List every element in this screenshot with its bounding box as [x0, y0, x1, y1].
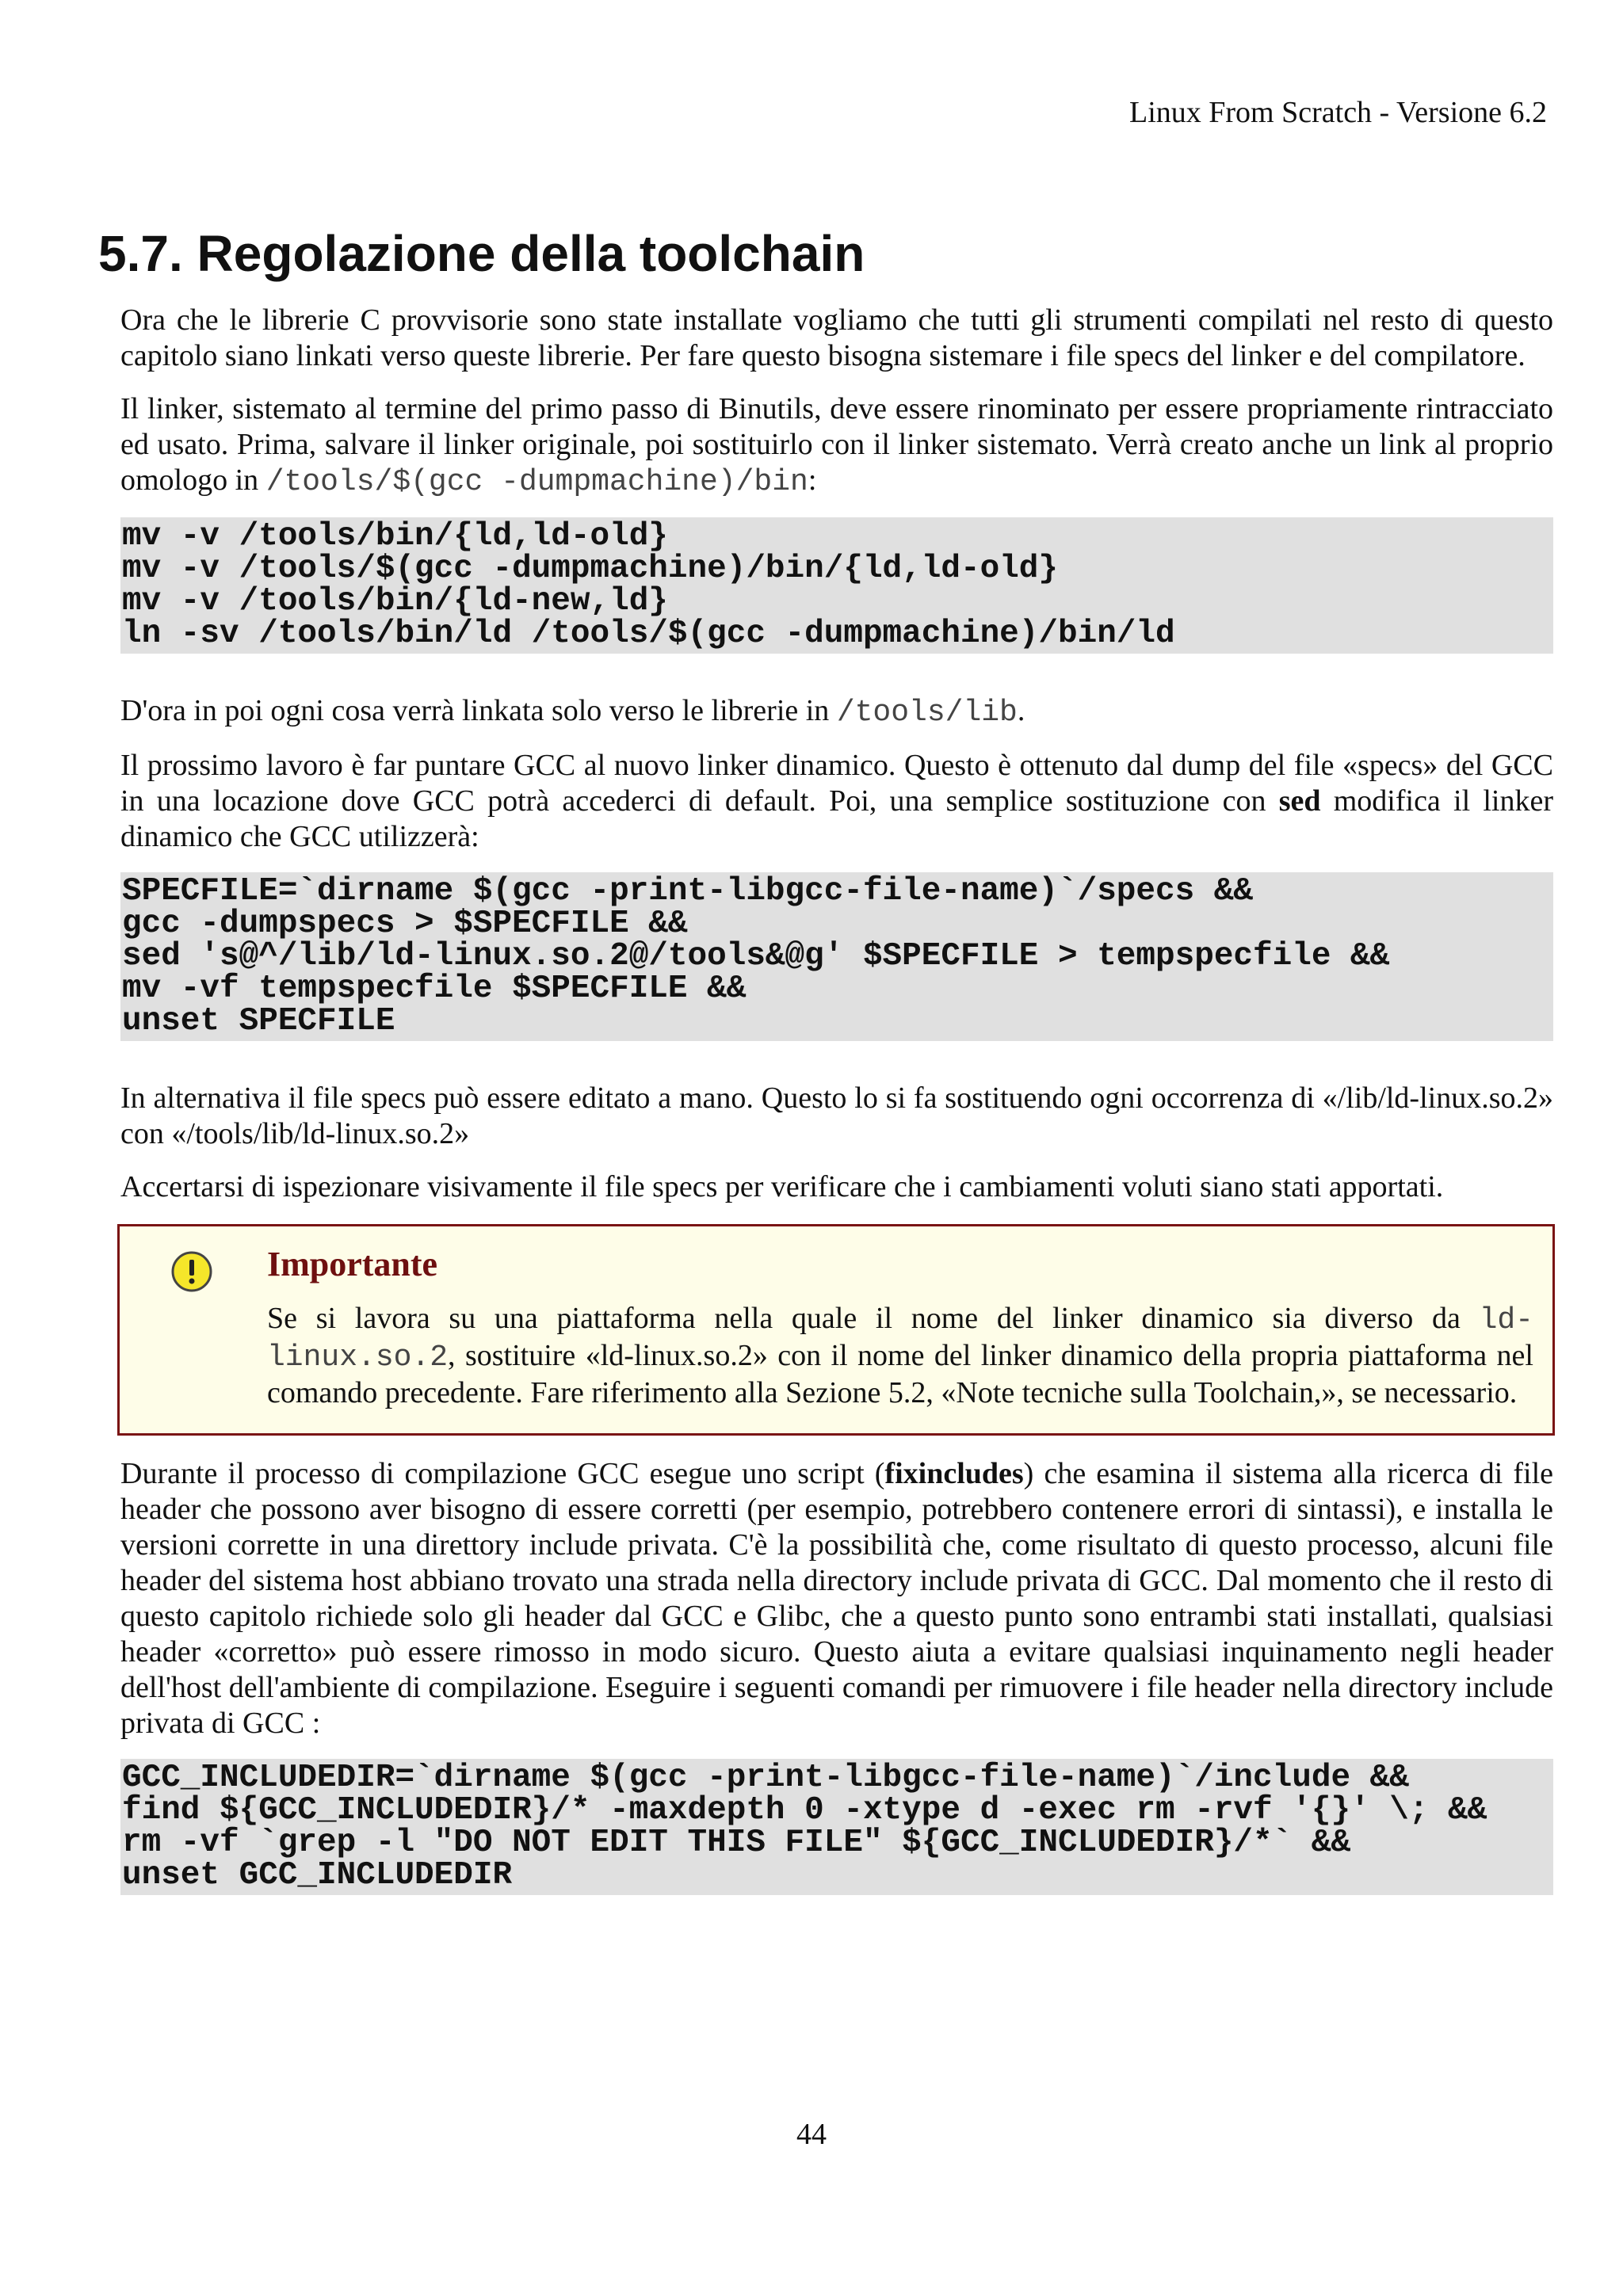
code-line: mv -v /tools/$(gcc -dumpmachine)/bin/{ld,ld-old}: [122, 551, 1058, 587]
paragraph-text-end: .: [1017, 694, 1025, 727]
code-line: mv -v /tools/bin/{ld-new,ld}: [122, 583, 668, 620]
code-block-linker: [120, 517, 1553, 654]
command-name: sed: [1278, 784, 1321, 818]
important-note: [117, 1224, 1555, 1436]
code-block-specs: [120, 872, 1553, 1041]
command-name: fixincludes: [884, 1457, 1024, 1490]
paragraph-text-end: ) che esamina il sistema alla ricerca di file header che possono aver bisogno di essere corretti (per esempio, potrebbero contenere errori di sintassi), e installa le versioni corrette in una direttory include privata. C'è la possibilità che, come risultato di questo processo, alcuni file header del sistema host abbiano trovato una strada nella directory include privata di GCC. Dal momento che il resto di questo capitolo richiede solo gli header dal GCC e Glibc, che a questo punto sono entrambi stati installati, qualsiasi header «corretto» può essere rimosso in modo sicuro. Questo aiuta a evitare qualsiasi inquinamento negli header dell'host dell'ambiente di compilazione. Eseguire i seguenti comandi per rimuovere i file header nella directory include privata di GCC :: [120, 1457, 1553, 1740]
page-content: [120, 303, 1553, 1935]
important-text: [267, 1301, 1533, 1411]
page-number: 44: [796, 2118, 827, 2151]
important-text-end: , sostituire «ld-linux.so.2» con il nome del linker dinamico della propria piattaforma nel comando precedente. Fare riferimento alla Sezione 5.2, «Note tecniche sulla Toolchain,», se necessario.: [267, 1339, 1533, 1409]
code-line: find ${GCC_INCLUDEDIR}/* -maxdepth 0 -xtype d -exec rm -rvf '{}' \; &&: [122, 1792, 1487, 1829]
paragraph-fixincludes: [120, 1456, 1553, 1741]
paragraph-text: Il prossimo lavoro è far puntare GCC al nuovo linker dinamico. Questo è ottenuto dal dump del file «specs» del GCC in una locazione dove GCC potrà accederci di default. Poi, una semplice sostituzione con: [120, 749, 1553, 818]
code-line: SPECFILE=`dirname $(gcc -print-libgcc-file-name)`/specs &&: [122, 873, 1254, 910]
code-line: ln -sv /tools/bin/ld /tools/$(gcc -dumpmachine)/bin/ld: [122, 616, 1175, 652]
code-line: mv -v /tools/bin/{ld,ld-old}: [122, 518, 668, 555]
warning-icon: [170, 1250, 213, 1293]
paragraph-text: Il linker, sistemato al termine del primo passo di Binutils, deve essere rinominato per essere propriamente rintracciato ed usato. Prima, salvare il linker originale, poi sostituirlo con il linker sistemato. Verrà creato anche un link al proprio omologo in: [120, 392, 1553, 497]
paragraph-specs: [120, 748, 1553, 855]
paragraph-text-end: :: [808, 463, 817, 497]
paragraph-linker: [120, 391, 1553, 500]
code-line: unset GCC_INCLUDEDIR: [122, 1857, 513, 1894]
inline-path: /tools/lib: [836, 696, 1018, 730]
running-header: Linux From Scratch - Versione 6.2: [1129, 96, 1547, 129]
paragraph-verify: Accertarsi di ispezionare visivamente il file specs per verificare che i cambiamenti voluti siano stati apportati.: [120, 1170, 1444, 1203]
code-line: GCC_INCLUDEDIR=`dirname $(gcc -print-libgcc-file-name)`/include &&: [122, 1760, 1409, 1796]
code-line: gcc -dumpspecs > $SPECFILE &&: [122, 906, 688, 942]
important-title: Importante: [267, 1245, 438, 1283]
paragraph-text: Durante il processo di compilazione GCC esegue uno script (: [120, 1457, 885, 1490]
paragraph-libs: [120, 693, 1553, 730]
inline-filename: ld-linux.so.2: [267, 1303, 1533, 1375]
code-line: mv -vf tempspecfile $SPECFILE &&: [122, 971, 747, 1007]
paragraph-alternative: In alternativa il file specs può essere editato a mano. Questo lo si fa sostituendo ogni occorrenza di «/lib/ld-linux.so.2» con «/tools/lib/ld-linux.so.2»: [120, 1081, 1553, 1150]
paragraph-text: D'ora in poi ogni cosa verrà linkata solo verso le librerie in: [120, 694, 837, 727]
important-text-start: Se si lavora su una piattaforma nella quale il nome del linker dinamico sia diverso da: [267, 1302, 1480, 1335]
code-block-includedir: [120, 1759, 1553, 1895]
code-line: unset SPECFILE: [122, 1003, 395, 1039]
section-title: 5.7. Regolazione della toolchain: [98, 225, 865, 282]
code-line: rm -vf `grep -l "DO NOT EDIT THIS FILE" ${GCC_INCLUDEDIR}/*` &&: [122, 1825, 1351, 1861]
paragraph-text-end: modifica il linker dinamico che GCC utilizzerà:: [120, 784, 1553, 853]
inline-path: /tools/$(gcc -dumpmachine)/bin: [265, 465, 808, 499]
code-line: sed 's@^/lib/ld-linux.so.2@/tools&@g' $SPECFILE > tempspecfile &&: [122, 938, 1390, 974]
paragraph-intro: Ora che le librerie C provvisorie sono state installate vogliamo che tutti gli strumenti compilati nel resto di questo capitolo siano linkati verso queste librerie. Per fare questo bisogna sistemare i file specs del linker e del compilatore.: [120, 303, 1553, 372]
